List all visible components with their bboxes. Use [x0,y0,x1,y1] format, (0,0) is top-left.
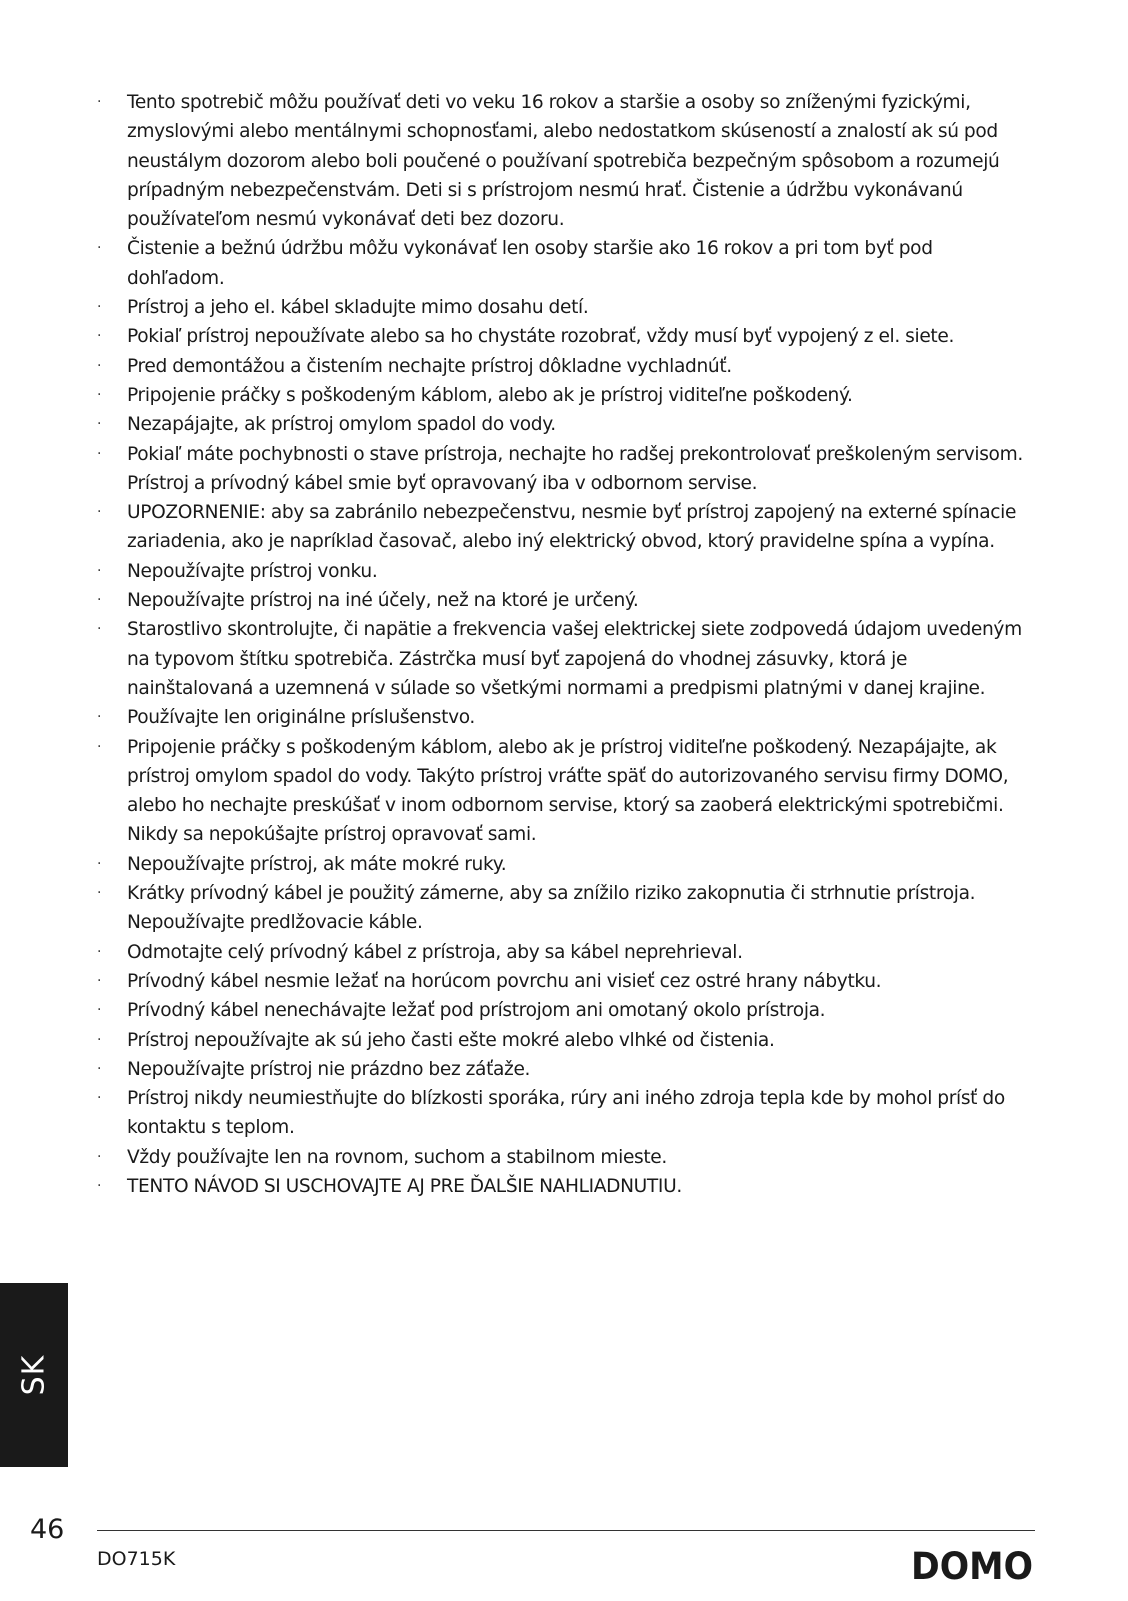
item-text: Používajte len originálne príslušenstvo. [127,707,475,729]
list-item [97,1143,1027,1172]
bullet-icon: · [97,328,102,345]
bullet-icon: · [97,943,102,960]
list-item [97,352,1027,381]
model-code: DO715K [97,1548,176,1570]
domo-logo [910,1548,1034,1584]
item-text: Odmotajte celý prívodný kábel z prístroja, aby sa kábel neprehrieval. [127,941,743,963]
bullet-icon: · [97,94,102,110]
bullet-icon: · [97,445,102,462]
bullet-icon: · [97,885,102,902]
item-text: Tento spotrebič môžu používať deti vo veku 16 rokov a staršie a osoby so zníženými fyzickými, zmyslovými alebo mentálnymi schopnosťami, alebo nedostatkom skúseností a znalostí ak sú pod neustálym dozorom alebo boli poučené o používaní spotrebiča bezpečným spôsobom a rozumejú prípadným nebezpečenstvám. Deti si s prístrojom nesmú hrať. Čistenie a údržbu vykonávanú používateľom nesmú vykonávať deti bez dozoru. [127,92,1000,231]
safety-instructions [97,88,1027,1201]
list-item [97,410,1027,439]
item-text: Nepoužívajte prístroj, ak máte mokré ruky. [127,853,507,875]
item-text: Pripojenie práčky s poškodeným káblom, alebo ak je prístroj viditeľne poškodený. Nezapájajte, ak prístroj omylom spadol do vody. Takýto prístroj vráťte späť do autorizovaného servisu firmy DOMO, alebo ho nechajte preskúšať v inom odbornom servise, ktorý sa zaoberá elektrickými spotrebičmi. Nikdy sa nepokúšajte prístroj opravovať sami. [127,736,1009,846]
bullet-icon: · [97,416,102,433]
bullet-icon: · [97,621,102,638]
item-text: Prístroj a jeho el. kábel skladujte mimo dosahu detí. [127,297,589,319]
item-text: Nepoužívajte prístroj nie prázdno bez záťaže. [127,1058,531,1080]
item-text: Čistenie a bežnú údržbu môžu vykonávať len osoby staršie ako 16 rokov a pri tom byť pod dohľadom. [127,238,933,289]
list-item [97,1055,1027,1084]
bullet-icon: · [97,1148,102,1165]
item-text: Prívodný kábel nesmie ležať na horúcom povrchu ani visieť cez ostré hrany nábytku. [127,970,882,992]
bullet-icon: · [97,1060,102,1077]
list-item [97,234,1027,293]
bullet-icon: · [97,299,102,316]
bullet-icon: · [97,1090,102,1107]
language-tab [0,1283,68,1467]
list-item [97,1026,1027,1055]
footer-divider [97,1530,1035,1531]
list-item [97,557,1027,586]
item-text: Prístroj nikdy neumiestňujte do blízkosti sporáka, rúry ani iného zdroja tepla kde by mohol prísť do kontaktu s teplom. [127,1088,1005,1139]
bullet-icon: · [97,562,102,579]
item-text: UPOZORNENIE: aby sa zabránilo nebezpečenstvu, nesmie byť prístroj zapojený na externé spínacie zariadenia, ako je napríklad časovač, alebo iný elektrický obvod, ktorý pravidelne spína a vypína. [127,502,1017,553]
item-text: Pripojenie práčky s poškodeným káblom, alebo ak je prístroj viditeľne poškodený. [127,384,853,406]
list-item [97,88,1027,234]
bullet-icon: · [97,972,102,989]
list-item [97,703,1027,732]
list-item [97,615,1027,703]
item-text: Starostlivo skontrolujte, či napätie a frekvencia vašej elektrickej siete zodpovedá údajom uvedeným na typovom štítku spotrebiča. Zástrčka musí byť zapojená do vhodnej zásuvky, ktorá je nainštalovaná a uzemnená v súlade so všetkými normami a predpismi platnými v danej krajine. [127,619,1022,699]
item-text: Prívodný kábel nenechávajte ležať pod prístrojom ani omotaný okolo prístroja. [127,1000,826,1022]
list-item [97,938,1027,967]
page-number: 46 [30,1514,65,1545]
item-text: Nepoužívajte prístroj vonku. [127,560,378,582]
item-text: Vždy používajte len na rovnom, suchom a stabilnom mieste. [127,1146,667,1168]
item-text: TENTO NÁVOD SI USCHOVAJTE AJ PRE ĎALŠIE NAHLIADNUTIU. [127,1175,682,1197]
list-item [97,498,1027,557]
list-item [97,996,1027,1025]
bullet-icon: · [97,1002,102,1019]
language-label: SK [16,1354,52,1396]
list-item [97,381,1027,410]
list-item [97,850,1027,879]
list-item [97,1084,1027,1143]
item-text: Krátky prívodný kábel je použitý zámerne, aby sa znížilo riziko zakopnutia či strhnutie prístroja. Nepoužívajte predlžovacie káble. [127,883,976,934]
list-item [97,586,1027,615]
item-text: Nezapájajte, ak prístroj omylom spadol do vody. [127,414,556,436]
bullet-icon: · [97,357,102,374]
bullet-icon: · [97,240,102,257]
list-item [97,879,1027,938]
bullet-icon: · [97,738,102,755]
bullet-icon: · [97,1177,102,1194]
bullet-icon: · [97,592,102,609]
bullet-icon: · [97,1031,102,1048]
item-text: Pred demontážou a čistením nechajte prístroj dôkladne vychladnúť. [127,355,732,377]
item-text: Pokiaľ prístroj nepoužívate alebo sa ho chystáte rozobrať, vždy musí byť vypojený z el. siete. [127,326,955,348]
brand-logo-text: DOMO [911,1548,1033,1584]
list-item [97,293,1027,322]
item-text: Pokiaľ máte pochybnosti o stave prístroja, nechajte ho radšej prekontrolovať preškoleným servisom. Prístroj a prívodný kábel smie byť opravovaný iba v odbornom servise. [127,443,1023,494]
list-item [97,1172,1027,1201]
item-text: Nepoužívajte prístroj na iné účely, než na ktoré je určený. [127,590,639,612]
list-item [97,322,1027,351]
list-item [97,967,1027,996]
bullet-icon: · [97,855,102,872]
list-item [97,440,1027,499]
bullet-icon: · [97,709,102,726]
safety-list [97,88,1027,1201]
list-item [97,733,1027,850]
item-text: Prístroj nepoužívajte ak sú jeho časti ešte mokré alebo vlhké od čistenia. [127,1029,775,1051]
bullet-icon: · [97,386,102,403]
bullet-icon: · [97,504,102,521]
